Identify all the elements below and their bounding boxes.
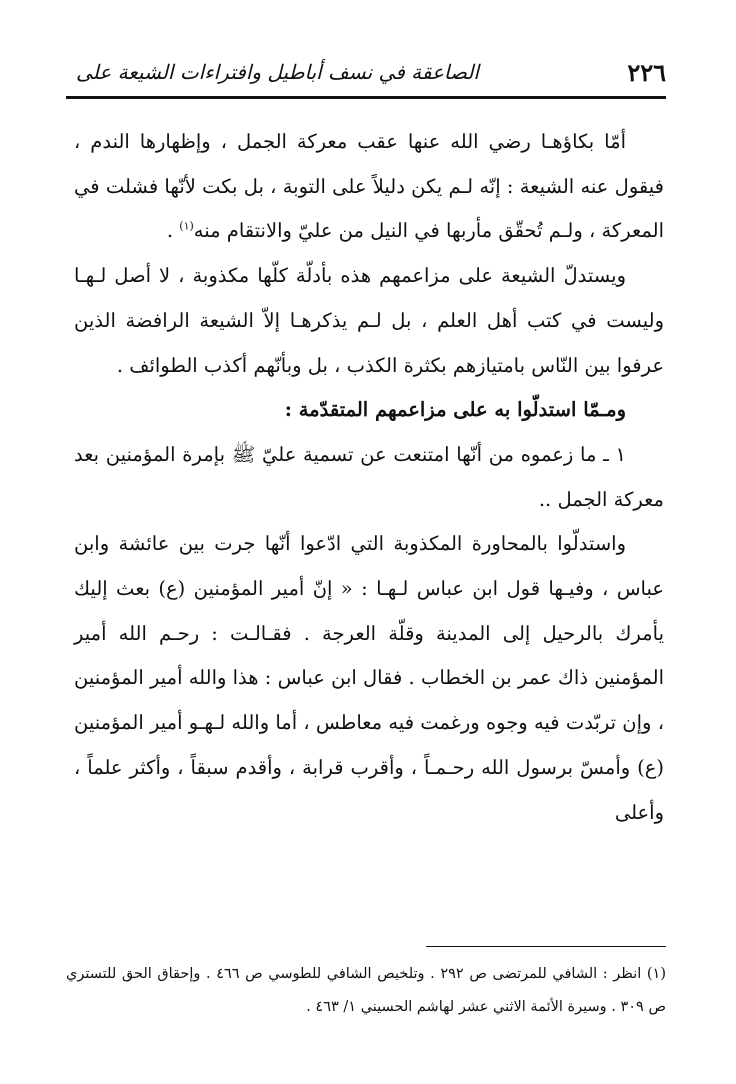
paragraph-2: ويستدلّ الشيعة على مزاعمهم هذه بأدلّة كلّها مكذوبة ، لا أصل لـهـا وليست في كتب أهل العلم ، بل لـم يذكرهـا إلاّ الشيعة الرافضة الذين عرفوا بين النّاس بامتيازهم بكثرة الكذب ، بل وبأنّهم أكذب الطوائف . — [74, 264, 664, 377]
main-text — [74, 120, 664, 835]
section-subheading: ومـمّا استدلّوا به على مزاعمهم المتقدّمة : — [284, 398, 626, 422]
paragraph-3: ١ ـ ما زعموه من أنّها امتنعت عن تسمية عليّ ﷺ بإمرة المؤمنين بعد معركة الجمل .. — [74, 442, 664, 511]
page-number: ٢٢٦ — [627, 57, 666, 87]
footnote-1: (١) انظر : الشافي للمرتضى ص ٢٩٢ . وتلخيص الشافي للطوسي ص ٤٦٦ . وإحقاق الحق للتستري ص ٣٠٩ . وسيرة الأئمة الاثني عشر لهاشم الحسيني ١/ ٤٦٣ . — [66, 966, 666, 1015]
header-rule — [66, 96, 666, 99]
running-title: الصاعقة في نسف أباطيل وافتراءات الشيعة على — [76, 60, 479, 84]
paragraph-1 — [74, 120, 664, 254]
page-header — [66, 52, 666, 92]
paragraph-4: واستدلّوا بالمحاورة المكذوبة التي ادّعوا أنّها جرت بين عائشة وابن عباس ، وفيـها قول ابن عباس لـهـا : « إنّ أمير المؤمنين (ع) بعث إليك يأمرك بالرحيل إلى المدينة وقلّة العرجة . فقـالـت : رحـم الله أمير المؤمنين ذاك عمر بن الخطاب . فقال ابن عباس : هذا والله أمير المؤمنين ، وإن تربّدت فيه وجوه ورغمت فيه معاطس ، أما والله لـهـو أمير المؤمنين (ع) وأمسّ برسول الله رحـمـاً ، وأقرب قرابة ، وأقدم سبقاً ، وأكثر علماً ، وأعلى — [74, 532, 664, 824]
paragraph-1-text: أمّا بكاؤهـا رضي الله عنها عقب معركة الجمل ، وإظهارها الندم ، فيقول عنه الشيعة : إنّه لـم يكن دليلاً على التوبة ، بل بكت لأنّها فشلت في المعركة ، ولـم تُحقّق مأربها في النيل من عليّ والانتقام منه — [74, 130, 664, 243]
footnote-ref: (١) — [179, 219, 194, 233]
footnote-rule — [426, 946, 666, 947]
footnotes — [66, 958, 666, 1024]
paragraph-1-end: . — [166, 219, 180, 243]
